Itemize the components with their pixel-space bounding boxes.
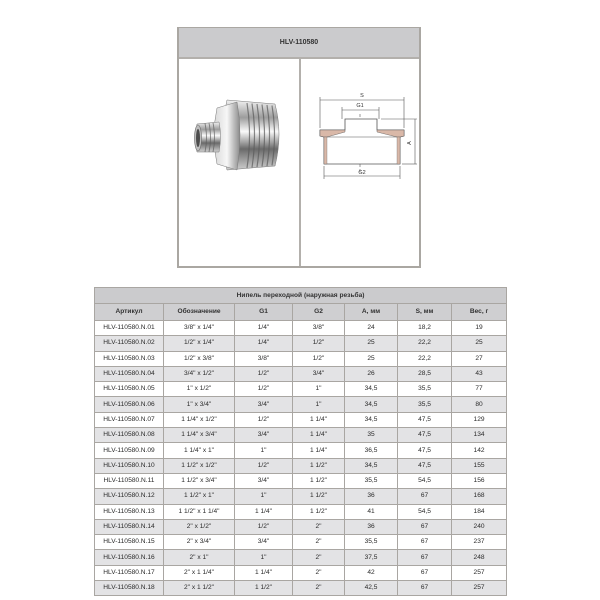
- column-header: S, мм: [398, 304, 452, 321]
- cell-a-mm: 37,5: [345, 550, 398, 565]
- cell-article: HLV-110580.N.16: [95, 550, 164, 565]
- cell-g2: 1/2": [293, 351, 345, 366]
- table-row: [95, 489, 507, 504]
- cell-article: HLV-110580.N.01: [95, 321, 164, 336]
- cell-designation: 1 1/4" x 3/4": [164, 428, 235, 443]
- table-row: [95, 519, 507, 534]
- column-header: А, мм: [345, 304, 398, 321]
- cell-a-mm: 34,5: [345, 412, 398, 427]
- cell-g2: 1/2": [293, 336, 345, 351]
- cell-g2: 1": [293, 382, 345, 397]
- cell-a-mm: 34,5: [345, 397, 398, 412]
- table-caption: Нипель переходной (наружная резьба): [95, 288, 507, 304]
- cell-weight-g: 257: [452, 581, 507, 596]
- technical-drawing-icon: [307, 84, 417, 194]
- table-row: [95, 504, 507, 519]
- cell-g1: 1/4": [235, 336, 293, 351]
- cell-s-mm: 28,5: [398, 366, 452, 381]
- cell-s-mm: 54,5: [398, 473, 452, 488]
- cell-article: HLV-110580.N.12: [95, 489, 164, 504]
- cell-article: HLV-110580.N.18: [95, 581, 164, 596]
- column-header: Обозначение: [164, 304, 235, 321]
- cell-g1: 3/4": [235, 535, 293, 550]
- cell-g2: 1 1/2": [293, 504, 345, 519]
- cell-s-mm: 47,5: [398, 428, 452, 443]
- cell-designation: 1" x 3/4": [164, 397, 235, 412]
- cell-g1: 3/4": [235, 428, 293, 443]
- table-caption-row: [95, 288, 507, 304]
- cell-a-mm: 36,5: [345, 443, 398, 458]
- cell-designation: 2" x 1": [164, 550, 235, 565]
- cell-a-mm: 26: [345, 366, 398, 381]
- table-header-row: [95, 304, 507, 321]
- cell-weight-g: 248: [452, 550, 507, 565]
- cell-weight-g: 77: [452, 382, 507, 397]
- cell-designation: 3/4" x 1/2": [164, 366, 235, 381]
- cell-g2: 2": [293, 581, 345, 596]
- cell-weight-g: 25: [452, 336, 507, 351]
- table-row: [95, 473, 507, 488]
- table-body: [95, 321, 507, 596]
- cell-g2: 3/4": [293, 366, 345, 381]
- cell-s-mm: 54,5: [398, 504, 452, 519]
- cell-designation: 2" x 1 1/4": [164, 565, 235, 580]
- dimension-label-a: A: [407, 141, 413, 145]
- cell-s-mm: 67: [398, 565, 452, 580]
- cell-weight-g: 43: [452, 366, 507, 381]
- cell-designation: 1 1/2" x 1 1/4": [164, 504, 235, 519]
- cell-g1: 1 1/4": [235, 565, 293, 580]
- cell-weight-g: 19: [452, 321, 507, 336]
- cell-a-mm: 41: [345, 504, 398, 519]
- cell-article: HLV-110580.N.17: [95, 565, 164, 580]
- cell-article: HLV-110580.N.06: [95, 397, 164, 412]
- cell-designation: 1 1/2" x 1": [164, 489, 235, 504]
- card-divider: [299, 57, 301, 266]
- cell-weight-g: 129: [452, 412, 507, 427]
- cell-designation: 2" x 3/4": [164, 535, 235, 550]
- cell-s-mm: 67: [398, 581, 452, 596]
- cell-g1: 1": [235, 489, 293, 504]
- cell-s-mm: 47,5: [398, 443, 452, 458]
- table-row: [95, 382, 507, 397]
- cell-a-mm: 25: [345, 336, 398, 351]
- cell-a-mm: 35: [345, 428, 398, 443]
- cell-g1: 1 1/2": [235, 581, 293, 596]
- cell-article: HLV-110580.N.05: [95, 382, 164, 397]
- cell-g2: 2": [293, 519, 345, 534]
- cell-s-mm: 22,2: [398, 336, 452, 351]
- cell-designation: 1 1/4" x 1": [164, 443, 235, 458]
- table-row: [95, 458, 507, 473]
- cell-g2: 2": [293, 535, 345, 550]
- cell-article: HLV-110580.N.13: [95, 504, 164, 519]
- cell-designation: 1" x 1/2": [164, 382, 235, 397]
- table-row: [95, 443, 507, 458]
- cell-article: HLV-110580.N.02: [95, 336, 164, 351]
- cell-g2: 1 1/4": [293, 443, 345, 458]
- cell-article: HLV-110580.N.09: [95, 443, 164, 458]
- table-row: [95, 336, 507, 351]
- cell-designation: 1/2" x 1/4": [164, 336, 235, 351]
- table-row: [95, 397, 507, 412]
- cell-g1: 1/2": [235, 366, 293, 381]
- column-header: G1: [235, 304, 293, 321]
- threaded-nipple-photo-icon: [189, 84, 289, 184]
- cell-s-mm: 67: [398, 550, 452, 565]
- cell-weight-g: 237: [452, 535, 507, 550]
- cell-a-mm: 42: [345, 565, 398, 580]
- cell-g1: 3/4": [235, 473, 293, 488]
- cell-s-mm: 67: [398, 519, 452, 534]
- cell-designation: 1/2" x 3/8": [164, 351, 235, 366]
- table-row: [95, 535, 507, 550]
- cell-weight-g: 134: [452, 428, 507, 443]
- dimension-label-g2: G2: [358, 170, 366, 176]
- cell-article: HLV-110580.N.11: [95, 473, 164, 488]
- product-card: [177, 27, 421, 268]
- cell-g2: 1 1/2": [293, 473, 345, 488]
- table-row: [95, 412, 507, 427]
- cell-a-mm: 34,5: [345, 458, 398, 473]
- cell-g2: 1": [293, 397, 345, 412]
- cell-article: HLV-110580.N.03: [95, 351, 164, 366]
- dimension-label-s: S: [360, 93, 364, 99]
- column-header: Вес, г: [452, 304, 507, 321]
- table-row: [95, 351, 507, 366]
- cell-g1: 3/8": [235, 351, 293, 366]
- cell-a-mm: 36: [345, 519, 398, 534]
- cell-weight-g: 156: [452, 473, 507, 488]
- cell-weight-g: 240: [452, 519, 507, 534]
- product-code: HLV-110580: [279, 39, 319, 46]
- cell-weight-g: 257: [452, 565, 507, 580]
- table-row: [95, 581, 507, 596]
- cell-article: HLV-110580.N.15: [95, 535, 164, 550]
- cell-article: HLV-110580.N.04: [95, 366, 164, 381]
- cell-g1: 3/4": [235, 397, 293, 412]
- cell-s-mm: 67: [398, 489, 452, 504]
- cell-designation: 1 1/2" x 1/2": [164, 458, 235, 473]
- cell-designation: 2" x 1/2": [164, 519, 235, 534]
- product-code-header: [179, 28, 419, 59]
- cell-g1: 1/2": [235, 412, 293, 427]
- cell-g2: 2": [293, 565, 345, 580]
- cell-article: HLV-110580.N.14: [95, 519, 164, 534]
- cell-s-mm: 22,2: [398, 351, 452, 366]
- cell-a-mm: 42,5: [345, 581, 398, 596]
- cell-g1: 1/2": [235, 519, 293, 534]
- spec-table: [94, 287, 507, 596]
- cell-g2: 1 1/2": [293, 489, 345, 504]
- cell-s-mm: 18,2: [398, 321, 452, 336]
- cell-weight-g: 155: [452, 458, 507, 473]
- cell-article: HLV-110580.N.10: [95, 458, 164, 473]
- table-row: [95, 428, 507, 443]
- cell-designation: 2" x 1 1/2": [164, 581, 235, 596]
- cell-designation: 1 1/4" x 1/2": [164, 412, 235, 427]
- cell-article: HLV-110580.N.07: [95, 412, 164, 427]
- cell-designation: 3/8" x 1/4": [164, 321, 235, 336]
- cell-g1: 1/2": [235, 458, 293, 473]
- cell-designation: 1 1/2" x 3/4": [164, 473, 235, 488]
- cell-s-mm: 67: [398, 535, 452, 550]
- table-row: [95, 550, 507, 565]
- cell-article: HLV-110580.N.08: [95, 428, 164, 443]
- cell-a-mm: 36: [345, 489, 398, 504]
- cell-g1: 1": [235, 443, 293, 458]
- column-header: G2: [293, 304, 345, 321]
- table-row: [95, 321, 507, 336]
- cell-g2: 1 1/4": [293, 412, 345, 427]
- cell-weight-g: 80: [452, 397, 507, 412]
- cell-s-mm: 35,5: [398, 382, 452, 397]
- column-header: Артикул: [95, 304, 164, 321]
- cell-g1: 1/4": [235, 321, 293, 336]
- cell-g2: 2": [293, 550, 345, 565]
- table-row: [95, 366, 507, 381]
- cell-weight-g: 142: [452, 443, 507, 458]
- cell-s-mm: 47,5: [398, 458, 452, 473]
- cell-g2: 1 1/4": [293, 428, 345, 443]
- cell-a-mm: 25: [345, 351, 398, 366]
- cell-g2: 1 1/2": [293, 458, 345, 473]
- cell-s-mm: 47,5: [398, 412, 452, 427]
- cell-weight-g: 184: [452, 504, 507, 519]
- cell-g1: 1": [235, 550, 293, 565]
- cell-weight-g: 27: [452, 351, 507, 366]
- cell-g1: 1 1/4": [235, 504, 293, 519]
- cell-s-mm: 35,5: [398, 397, 452, 412]
- cell-g1: 1/2": [235, 382, 293, 397]
- table-row: [95, 565, 507, 580]
- dimension-label-g1: G1: [356, 103, 364, 109]
- cell-a-mm: 35,5: [345, 473, 398, 488]
- cell-weight-g: 168: [452, 489, 507, 504]
- cell-g2: 3/8": [293, 321, 345, 336]
- cell-a-mm: 24: [345, 321, 398, 336]
- cell-a-mm: 35,5: [345, 535, 398, 550]
- cell-a-mm: 34,5: [345, 382, 398, 397]
